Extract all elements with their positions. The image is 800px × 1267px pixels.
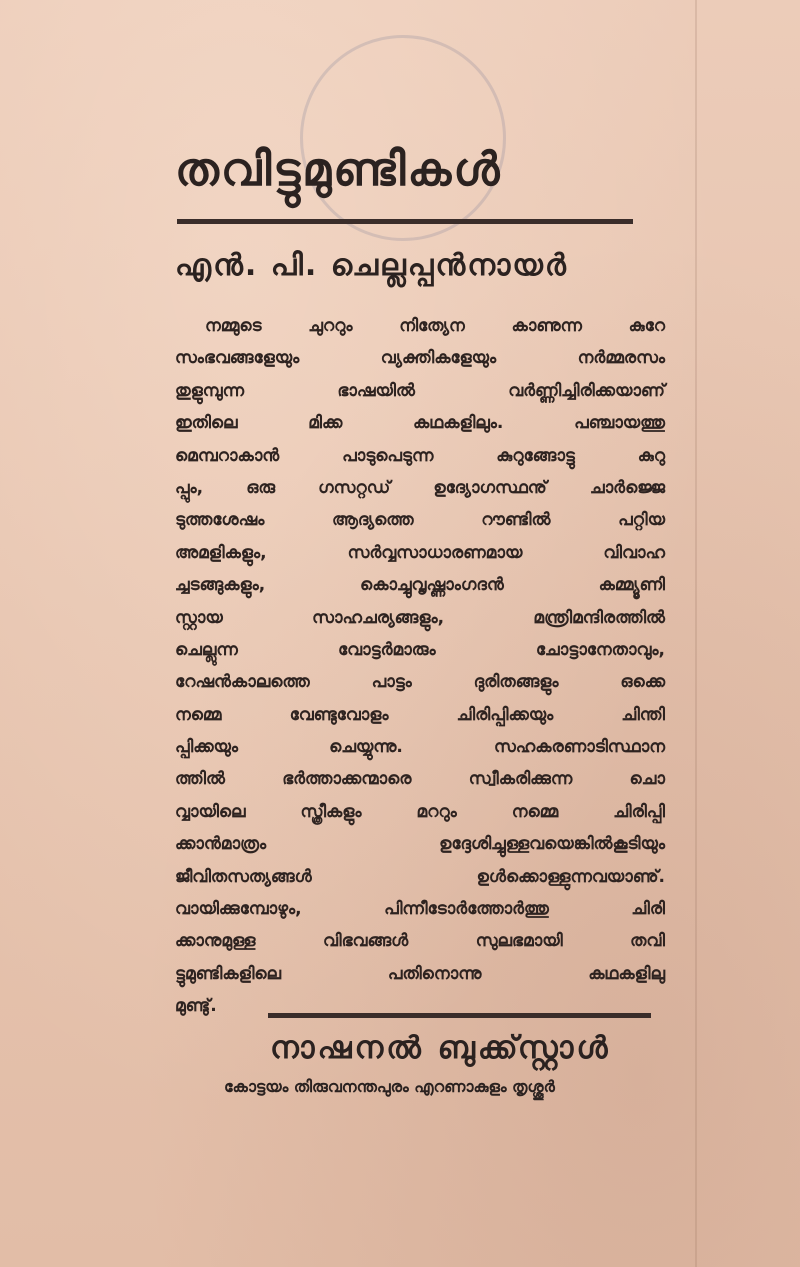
blurb-line: ക്കാനുമുള്ള വിഭവങ്ങൾ സുലഭമായി തവി [175, 931, 665, 952]
publisher-name: നാഷനൽ ബുക്ക്സ്റ്റാൾ [270, 1030, 611, 1066]
blurb-line: സംഭവങ്ങളേയും വ്യക്തികളേയും നർമ്മരസം [175, 348, 665, 369]
author-name: എൻ. പി. ചെല്ലപ്പൻനായർ [175, 248, 568, 283]
blurb-paragraph [175, 310, 665, 1023]
cover-fold-line [695, 0, 697, 1267]
blurb-line: ചെല്ലുന്ന വോട്ടർമാരും ചോട്ടാനേതാവും, [175, 639, 665, 660]
blurb-line: ച്ചടങ്ങുകളും, കൊച്ചുവൃഷ്ണാംഗദൻ കമ്മ്യൂണി [175, 575, 665, 596]
faded-stamp-mark [300, 35, 506, 241]
title-divider [177, 219, 633, 224]
blurb-line: ഇതിലെ മിക്ക കഥകളിലും. പഞ്ചായത്തു [175, 413, 665, 434]
blurb-line: നമ്മുടെ ചുററും നിത്യേന കാണുന്ന കുറേ [205, 316, 665, 336]
blurb-line: വായിക്കുമ്പോഴും, പിന്നീടോർത്തോർത്തു ചിരി [175, 899, 665, 920]
blurb-line: പ്പിക്കയും ചെയ്യുന്നു. സഹകരണാടിസ്ഥാന [175, 737, 665, 758]
blurb-line: വ്വായിലെ സ്ത്രീകളും മററും നമ്മെ ചിരിപ്പി [175, 801, 665, 822]
blurb-line: മുണ്ടു്. [175, 996, 217, 1017]
blurb-line: തുളുമ്പുന്ന ഭാഷയിൽ വർണ്ണിച്ചിരിക്കയാണ് [175, 380, 665, 401]
blurb-line: സ്റ്റായ സാഹചര്യങ്ങളും, മന്ത്രിമന്ദിരത്തിൽ [175, 607, 665, 628]
blurb-line: ജീവിതസത്യങ്ങൾ ഉൾക്കൊള്ളുന്നവയാണു്. [175, 866, 665, 887]
blurb-line: അമളികളും, സർവ്വസാധാരണമായ വിവാഹ [175, 542, 665, 563]
blurb-line: ടുത്തശേഷം ആദ്യത്തെ റൗണ്ടിൽ പറ്റിയ [175, 510, 665, 531]
blurb-line: ട്ടുമുണ്ടികളിലെ പതിനൊന്നു കഥകളിലു [175, 963, 665, 984]
blurb-line: പ്പും, ഒരു ഗസറ്റഡ് ഉദ്യോഗസ്ഥനു് ചാർജ്ജെ [175, 477, 665, 498]
blurb-line: മെമ്പറാകാൻ പാടുപെടുന്ന കുറുങ്ങോട്ടു കുറു [175, 445, 665, 466]
publisher-cities: കോട്ടയം തിരുവനന്തപുരം എറണാകുളം തൃശ്ശൂർ [224, 1077, 555, 1096]
blurb-line: ത്തിൽ ഭർത്താക്കന്മാരെ സ്വീകരിക്കുന്ന ചൊ [175, 769, 665, 790]
book-title: തവിട്ടുമുണ്ടികൾ [175, 142, 502, 196]
blurb-line: നമ്മെ വേണ്ടുവോളം ചിരിപ്പിക്കയും ചിന്തി [175, 704, 665, 725]
blurb-line: റേഷൻകാലത്തെ പാട്ടം ദുരിതങ്ങളും ഒക്കെ [175, 672, 665, 693]
publisher-divider [268, 1013, 651, 1018]
blurb-line: ക്കാൻമാത്രം ഉദ്ദേശിച്ചുള്ളവയെങ്കിൽകൂടിയും [175, 834, 665, 855]
